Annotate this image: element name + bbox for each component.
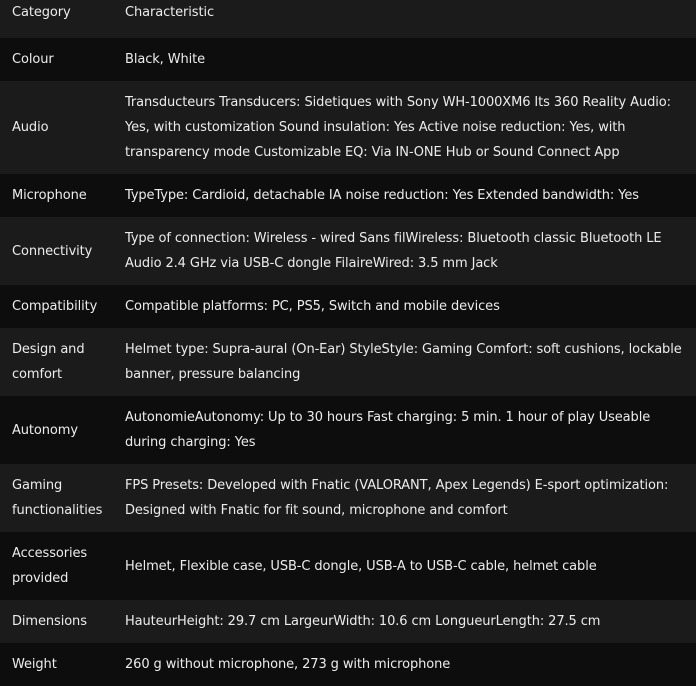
row-category: Compatibility <box>12 299 98 314</box>
header-characteristic: Characteristic <box>125 5 215 20</box>
row-value: Helmet, Flexible case, USB-C dongle, USB-A to USB-C cable, helmet cable <box>125 558 597 574</box>
table-row-dimensions <box>0 600 696 643</box>
table-row-gaming-functionalities <box>0 464 696 532</box>
row-category: Colour <box>12 52 54 67</box>
row-value: TypeType: Cardioid, detachable IA noise reduction: Yes Extended bandwidth: Yes <box>125 188 639 203</box>
row-value: 260 g without microphone, 273 g with microphone <box>125 657 451 672</box>
table-row-colour <box>0 38 696 81</box>
table-header-row <box>0 0 696 38</box>
table-row-autonomy <box>0 396 696 464</box>
table-row-weight <box>0 643 696 686</box>
row-category: Autonomy <box>12 422 78 438</box>
row-category: Connectivity <box>12 243 93 259</box>
row-category: Dimensions <box>12 614 87 629</box>
row-value: HauteurHeight: 29.7 cm LargeurWidth: 10.6 cm LongueurLength: 27.5 cm <box>125 614 601 629</box>
header-category: Category <box>12 5 71 20</box>
row-category: Gaming functionalities <box>12 478 103 518</box>
row-category: Weight <box>12 657 57 672</box>
row-category: Accessories provided <box>12 546 88 586</box>
table-row-microphone <box>0 174 696 217</box>
row-category: Microphone <box>12 188 87 203</box>
row-value: Helmet type: Supra-aural (On-Ear) StyleStyle: Gaming Comfort: soft cushions, lockable banner, pressure balancing <box>125 342 682 382</box>
row-value: Transducteurs Transducers: Sidetiques with Sony WH-1000XM6 Its 360 Reality Audio: Yes, with customization Sound insulation: Yes Active noise reduction: Yes, with transparency mode Customizable EQ: Via IN-ONE Hub or Sound Connect App <box>125 95 671 160</box>
table-row-compatibility <box>0 285 696 328</box>
row-category: Design and comfort <box>12 342 85 382</box>
row-value: Type of connection: Wireless - wired Sans filWireless: Bluetooth classic Bluetooth LE Audio 2.4 GHz via USB-C dongle FilaireWired: 3.5 mm Jack <box>125 231 662 271</box>
table-row-audio <box>0 81 696 174</box>
table-row-design-and-comfort <box>0 328 696 396</box>
row-value: Black, White <box>125 52 206 67</box>
row-value: AutonomieAutonomy: Up to 30 hours Fast charging: 5 min. 1 hour of play Useable during charging: Yes <box>125 410 651 450</box>
row-value: FPS Presets: Developed with Fnatic (VALORANT, Apex Legends) E-sport optimization: Designed with Fnatic for fit sound, microphone and comfort <box>125 478 669 518</box>
row-category: Audio <box>12 120 49 135</box>
table-row-accessories-provided <box>0 532 696 600</box>
table-row-connectivity <box>0 217 696 285</box>
row-value: Compatible platforms: PC, PS5, Switch and mobile devices <box>125 299 500 314</box>
